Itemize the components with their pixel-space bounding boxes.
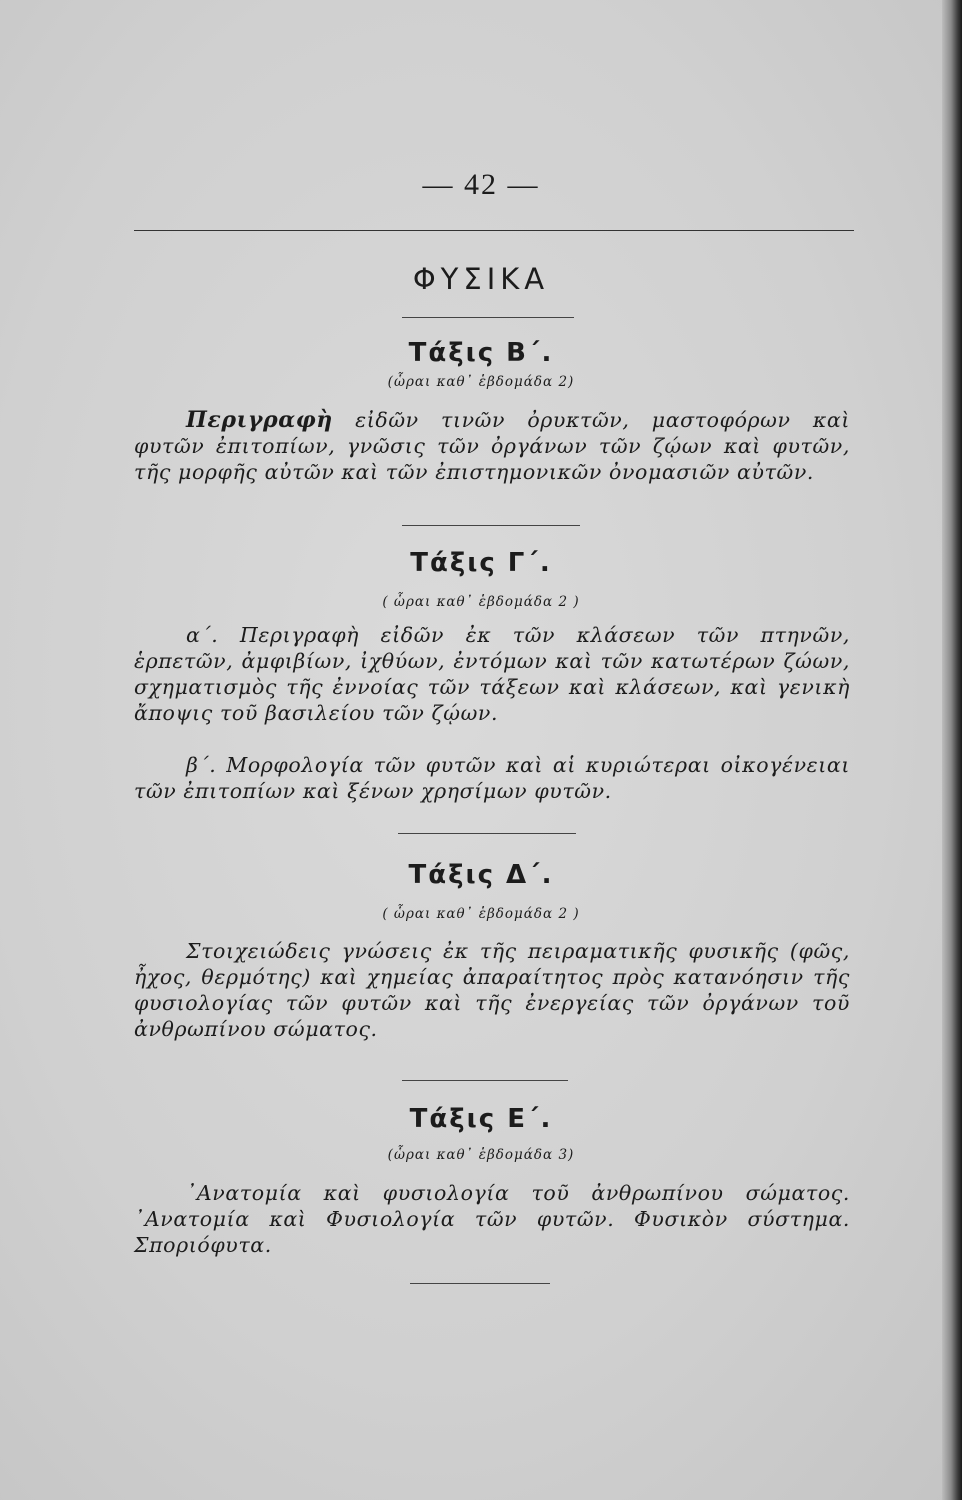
- header-rule: [134, 230, 854, 231]
- class-hours-d: ( ὧραι καθ᾿ ἑβδομάδα 2 ): [382, 906, 580, 922]
- class-title-b: Τάξις Β΄.: [408, 338, 554, 368]
- class-hours-b: (ὧραι καθ᾿ ἑβδομάδα 2): [387, 374, 575, 390]
- class-title-e: Τάξις Ε΄.: [409, 1104, 553, 1134]
- divider-rule: [398, 833, 576, 834]
- divider-rule: [402, 525, 580, 526]
- book-spine-shadow: [942, 0, 962, 1500]
- class-hours-g: ( ὧραι καθ᾿ ἑβδομάδα 2 ): [382, 594, 580, 610]
- class-g-paragraph-b: β΄. Μορφολογία τῶν φυτῶν καὶ αἱ κυριώτεραι οἰκογένειαι τῶν ἐπιτοπίων καὶ ξένων χρησίμων φυτῶν.: [134, 753, 850, 803]
- class-title-d: Τάξις Δ΄.: [408, 860, 554, 890]
- page-number: — 42 —: [422, 168, 540, 201]
- class-b-paragraph: [134, 407, 850, 485]
- paragraph-text: εἰδῶν τινῶν ὀρυκτῶν, μαστοφόρων καὶ φυτῶν ἐπιτοπίων, γνῶσις τῶν ὀργάνων τῶν ζῴων καὶ φυτῶν, τῆς μορφῆς αὐτῶν καὶ τῶν ἐπιστημονικῶν ὀνομασιῶν αὐτῶν.: [134, 408, 850, 484]
- divider-rule: [402, 1080, 568, 1081]
- end-rule: [410, 1283, 550, 1284]
- section-title: ΦΥΣΙΚΑ: [412, 262, 550, 296]
- paragraph-lead-word: Περιγραφὴ: [186, 407, 333, 433]
- class-e-paragraph: ᾿Ανατομία καὶ φυσιολογία τοῦ ἀνθρωπίνου σώματος. ᾿Ανατομία καὶ Φυσιολογία τῶν φυτῶν. Φυσικὸν σύστημα. Σποριόφυτα.: [134, 1181, 850, 1257]
- class-title-g: Τάξις Γ΄.: [410, 548, 552, 578]
- class-g-paragraph-a: α΄. Περιγραφὴ εἰδῶν ἐκ τῶν κλάσεων τῶν πτηνῶν, ἑρπετῶν, ἀμφιβίων, ἰχθύων, ἐντόμων καὶ τῶν κατωτέρων ζώων, σχηματισμὸς τῆς ἐννοίας τῶν τάξεων καὶ κλάσεων, καὶ γενικὴ ἄποψις τοῦ βασιλείου τῶν ζῴων.: [134, 623, 850, 725]
- class-hours-e: (ὧραι καθ᾿ ἑβδομάδα 3): [387, 1147, 575, 1163]
- class-d-paragraph: Στοιχειώδεις γνώσεις ἐκ τῆς πειραματικῆς φυσικῆς (φῶς, ἦχος, θερμότης) καὶ χημείας ἀπαραίτητος πρὸς κατανόησιν τῆς φυσιολογίας τῶν φυτῶν καὶ τῆς ἐνεργείας τῶν ὀργάνων τοῦ ἀνθρωπίνου σώματος.: [134, 939, 850, 1041]
- divider-rule: [402, 317, 574, 318]
